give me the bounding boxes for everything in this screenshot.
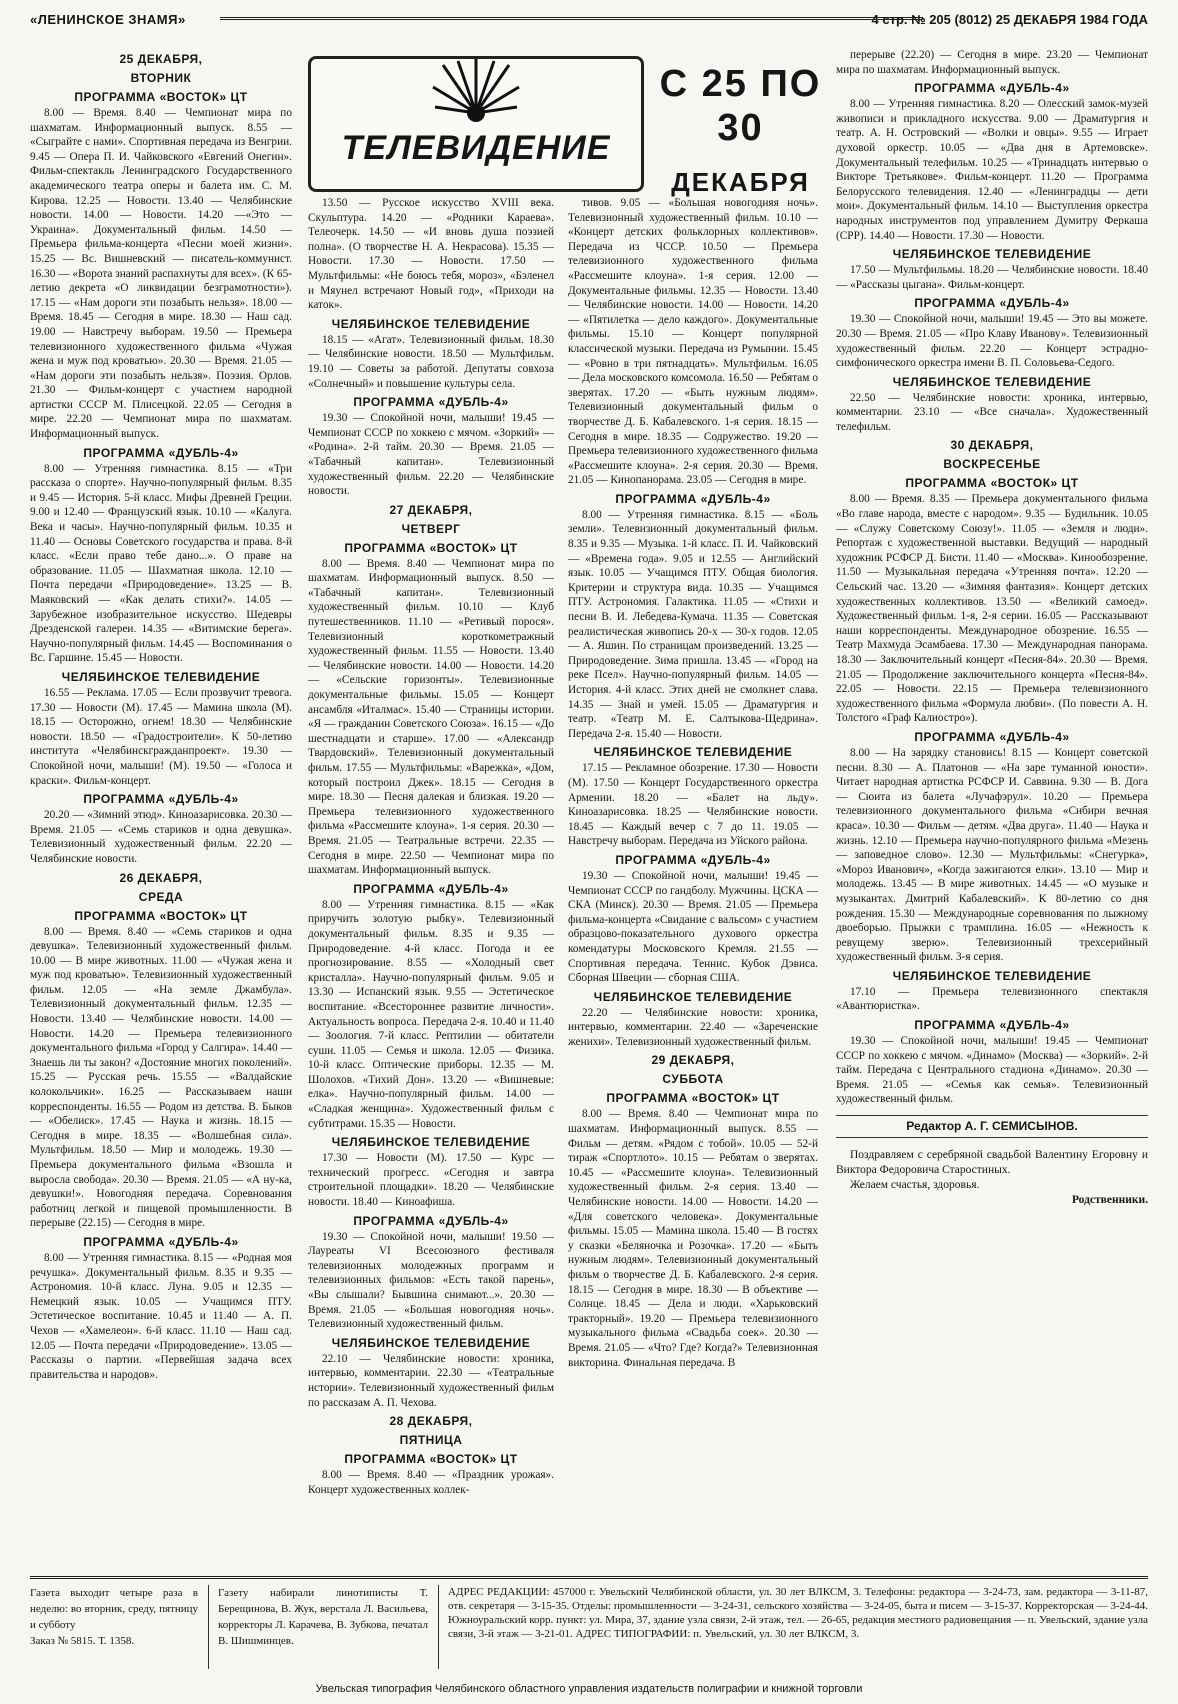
section-heading: ЧЕЛЯБИНСКОЕ ТЕЛЕВИДЕНИЕ xyxy=(593,745,793,760)
section-heading: ПРОГРАММА «ДУБЛЬ-4» xyxy=(615,491,771,506)
schedule-text: 22.50 — Челябинские новости: хроника, интервью, комментарии. 23.10 — «Все сначала». Художественный телефильм. xyxy=(836,391,1148,433)
footer-schedule-block xyxy=(30,1585,198,1649)
section-heading: ЧЕЛЯБИНСКОЕ ТЕЛЕВИДЕНИЕ xyxy=(892,247,1092,262)
section-heading: ВОСКРЕСЕНЬЕ xyxy=(943,457,1041,472)
section-heading: 27 ДЕКАБРЯ, xyxy=(389,502,473,517)
section-heading: ЧЕЛЯБИНСКОЕ ТЕЛЕВИДЕНИЕ xyxy=(593,989,793,1004)
schedule-text: 8.00 — Утренняя гимнастика. 8.15 — «Боль земли». Телевизионный документальный фильм. 8.35 и 9.35 — Музыка. 1-й класс. П. И. Чайковский — «Времена года». 9.05 и 12.55 — Английский язык. 10.05 — Учащимся ПТУ. Общая биология. Критерии и структура вида. 10.35 — Учащимся ПТУ. Астрономия. Галактика. 11.05 — «Стихи и песни В. И. Лебедева-Кумача. 11.35 — Советская реалистическая живопись 20-х — 30-х годов. 12.05 — А. Яшин. По страницам произведений. 13.25 — Природоведение. Зима пришла. 13.45 — «Город на реке Псел». Научно-популярный фильм. 14.05 — История. 4-й класс. Этих дней не смолкнет слава. 14.35 — Знай и умей. 15.05 — Драматургия и театр. «Театр М. Е. Салтыкова-Щедрина». Передача 2-я. 15.40 — Новости. xyxy=(568,508,818,740)
schedule-text: 22.20 — Челябинские новости: хроника, интервью, комментарии. 22.40 — «Зареченские женихи». Телевизионный художественный фильм. xyxy=(568,1006,818,1048)
section-heading: ВТОРНИК xyxy=(130,71,192,85)
section-heading: ПРОГРАММА «ВОСТОК» ЦТ xyxy=(905,476,1079,491)
section-heading: ЧЕЛЯБИНСКОЕ ТЕЛЕВИДЕНИЕ xyxy=(331,1335,531,1350)
section-heading: ЧЕЛЯБИНСКОЕ ТЕЛЕВИДЕНИЕ xyxy=(331,316,531,331)
date-range-bottom: ДЕКАБРЯ xyxy=(671,167,810,197)
schedule-text: 8.00 — Время. 8.40 — Чемпионат мира по шахматам. Информационный выпуск. 8.55 — «Сыграйте с нами». Спортивная передача из Венгрии. 9.45 — Опера П. И. Чайковского «Евгений Онегин». Фильм-спектакль Ленинградского Государственного академического театра оперы и балета им. С. М. Кирова. 12.25 — Новости. 13.40 — Челябинские новости. 14.00 — Новости. 14.20 —«Это — Украина». Документальный фильм. 14.50 — Премьера фильма-концерта «Песни моей жизни». 15.25 — Вс. Вишневский — писатель-коммунист. 16.30 — «Ворота знаний распахнуты для всех». (К 65-летию декрета «О ликвидации безграмотности»). 17.15 — «Нам дороги эти позабыть нельзя». 18.00 — Время. 18.45 — Сегодня в мире. 18.30 — Наш сад. 19.00 — Навстречу выборам. 19.50 — Премьера телевизионного художественного фильма «Чужая жена и муж под кроватью». 20.30 — Время. 21.05 — «Нам дороги эти позабыть нельзя». Поэзия. Орлов. 21.30 — Фильм-концерт с участием народной артистки СССР М. Плисецкой. 22.05 — Сегодня в мире. 22.20 — Чемпионат мира по шахматам. Информационный выпуск. xyxy=(30,107,292,441)
schedule-text: 8.00 — Время. 8.40 — Чемпионат мира по шахматам. Информационный выпуск. 8.50 — «Табачный капитан». Телевизионный художественный фильм. 10.10 — Клуб путешественников. 11.10 — «Ретивый порося». Телевизионный короткометражный художественный фильм. 11.55 — Новости. 13.40 — Челябинские новости. 14.00 — Новости. 14.20 — «Сельские горизонты». Телевизионные документальные фильмы. 15.05 — Концерт ансамбля «Италмас». 15.40 — Страницы истории. «Я — гражданин Советского Союза». 16.15 — «До шестнадцати и старше». 17.00 — «Александр Твардовский». Телевизионный документальный фильм. 17.55 — Мультфильмы: «Варежка», «Дом, который построил Джек». 18.15 — Сегодня в мире. 18.30 — Песня далекая и близкая. 19.20 — Премьера телевизионного художественного фильма «Рассмешите клоуна». 1-я серия. 20.30 — Время. 21.05 — Театральные встречи. 22.35 — Сегодня в мире. 22.50 — Чемпионат мира по шахматам. Информационный выпуск. xyxy=(308,557,554,877)
section-heading: ЧЕЛЯБИНСКОЕ ТЕЛЕВИДЕНИЕ xyxy=(892,374,1092,389)
header-rule xyxy=(220,17,923,22)
schedule-text: тивов. 9.05 — «Большая новогодняя ночь». Телевизионный художественный фильм. 10.10 — «Концерт детских фольклорных коллективов». Передача из ЧССР. 10.50 — Премьера телевизионного художественного фильма «Рассмешите клоуна». 1-я серия. 12.00 — Документальные фильмы. 12.35 — Новости. 13.40 — Челябинские новости. 14.00 — Новости. 14.20 — «Пятилетка — дело каждого». Документальные фильмы. 15.10 — Концерт популярной классической музыки. Передача из Румынии. 15.45 — «Ровно в три пятнадцать». Мультфильм. 16.05 — Дела московского комсомола. 16.50 — Ребятам о зверятах. 17.20 — «Быть нужным людям». Телевизионный документальный фильм о творчестве Д. Б. Кабалевского. 1-я серия. 18.15 — Сегодня в мире. 18.35 — Содружество. 19.20 — Премьера телевизионного художественного фильма «Рассмешите клоуна». 2-я серия. 20.30 — Время. 21.05 — Кинопанорама. 23.05 — Сегодня в мире. xyxy=(568,197,818,487)
schedule-text: 17.10 — Премьера телевизионного спектакля «Авантюристка». xyxy=(836,985,1148,1013)
schedule-text: 19.30 — Спокойной ночи, малыши! 19.45 — Это вы можете. 20.30 — Время. 21.05 — «Про Клаву Иванову». Телевизионный художественный фильм. 22.20 — Концерт эстрадно-симфонического оркестра имени В. П. Соловьева-Седого. xyxy=(836,313,1148,370)
schedule-text: 16.55 — Реклама. 17.05 — Если прозвучит тревога. 17.30 — Новости (М). 17.45 — Мамина школа (М). 18.15 — Осторожно, огнем! 18.30 — Челябинские новости. 18.50 — «Градостроители». К 50-летию института «Челябинскгражданпроект». 19.30 — Спокойной ночи, малыши! (М). 19.50 — «Голоса и краски». Фильм-концерт. xyxy=(30,686,292,787)
date-range-top: С 25 ПО 30 xyxy=(659,63,822,149)
schedule-text: 19.30 — Спокойной ночи, малыши! 19.45 — Чемпионат СССР по хоккею с мячом. «Динамо» (Москва) — «Зоркий». 2-й тайм. Передача с Центрального стадиона «Динамо». 20.30 — Время. 21.05 — «Семья как семья». Телевизионный художественный фильм. xyxy=(836,1035,1148,1106)
section-heading: ПРОГРАММА «ВОСТОК» ЦТ xyxy=(344,540,518,555)
column-1 xyxy=(30,48,292,1564)
congratulations-wish: Желаем счастья, здоровья. xyxy=(850,1178,980,1191)
newspaper-name: «ЛЕНИНСКОЕ ЗНАМЯ» xyxy=(30,12,186,27)
schedule-text: 8.00 — Время. 8.35 — Премьера документального фильма «Во главе народа, вместе с народом». 9.35 — Будильник. 10.05 — «Служу Советскому Союзу!». 11.05 — «Земля и люди». Репортаж с художественной выставки. Ведущий — народный художник РСФСР Д. Бисти. 11.40 — «Москва». Кинообозрение. 11.50 — Музыкальная передача «Утренняя почта». 12.20 — Сельский час. 13.20 — «Зимняя фантазия». Концерт детских художественных коллективов. 13.50 — «Великий самоед». Художественный фильм. 1-я, 2-я серии. 16.05 — Рассказывают наши корреспонденты. Международное обозрение. 16.55 — Театр Махмуда Эсамбаева. 17.30 — Международная панорама. 18.30 — Заключительный концерт «Песня-84». 20.30 — Время. 21.05 — Продолжение заключительного концерта «Песня-84». 22.05 — Новости. 22.15 — Премьера телевизионного художественного фильма «Формула любви». (По повести А. Н. Толстого «Граф Калиостро»). xyxy=(836,493,1148,725)
section-heading: ЧЕТВЕРГ xyxy=(401,521,461,536)
section-heading: 30 ДЕКАБРЯ, xyxy=(950,438,1034,453)
footer-divider xyxy=(208,1585,209,1669)
schedule-text: перерыве (22.20) — Сегодня в мире. 23.20 — Чемпионат мира по шахматам. Информационный выпуск. xyxy=(836,49,1148,76)
congratulations xyxy=(836,1148,1148,1208)
tower-sunburst-icon xyxy=(431,53,521,133)
section-heading: ПРОГРАММА «ДУБЛЬ-4» xyxy=(914,81,1070,96)
section-heading: ПРОГРАММА «ВОСТОК» ЦТ xyxy=(74,908,248,923)
section-heading: ПРОГРАММА «ДУБЛЬ-4» xyxy=(914,729,1070,744)
section-heading: СРЕДА xyxy=(138,889,184,904)
masthead-title: ТЕЛЕВИДЕНИЕ xyxy=(341,129,611,167)
footer-divider xyxy=(438,1585,439,1669)
section-heading: ПРОГРАММА «ВОСТОК» ЦТ xyxy=(344,1452,518,1467)
section-heading: 26 ДЕКАБРЯ, xyxy=(119,870,203,885)
schedule-text: 8.00 — Время. 8.40 — «Праздник урожая». Концерт художественных коллек- xyxy=(308,1469,554,1496)
schedule-text: 8.00 — Время. 8.40 — «Семь стариков и одна девушка». Телевизионный художественный фильм. 10.00 — В мире животных. 11.00 — «Чужая жена и муж под кроватью». Телевизионный художественный фильм. 12.05 — «На земле Джамбула». Телевизионный документальный фильм. 12.35 — Новости. 13.40 — Челябинские новости. 14.00 — Новости. 14.20 — Премьера телевизионного документального фильма «Город у Салгира». 14.40 — Знаешь ли ты закон? «Достояние многих поколений». 15.25 — Русская речь. 15.55 — «Валдайские колокольчики». 16.25 — Рассказываем наши корреспонденты. 16.55 — Родом из детства. В. Быков — «Обелиск». 17.45 — Наука и жизнь. 18.15 — Сегодня в мире. 18.35 — «Волшебная сила». Мультфильм. 18.50 — Мир и молодежь. 19.30 — Премьера документального фильма «Взошла и выросла свобода». 20.30 — Время. 21.05 — «А ну-ка, девушки!». Новогодняя передача. Соревнования работниц легкой и пищевой промышленности. В перерыве (22.15) — Сегодня в мире. xyxy=(30,925,292,1230)
section-heading: ПРОГРАММА «ДУБЛЬ-4» xyxy=(353,395,509,410)
schedule-text: 8.00 — Утренняя гимнастика. 8.15 — «Три рассказа о спорте». Научно-популярный фильм. 8.35 и 9.45 — История. 5-й класс. Мифы Древней Греции. 9.00 и 12.40 — Французский язык. 10.10 — «Калуга. Века и часы». Научно-популярный фильм. 10.35 и 11.40 — Основы Советского государства и права. 8-й класс. «Если право тебе дано...». О праве на образование. 11.05 — Шахматная школа. 12.10 — Почта передачи «Природоведение». 13.25 — В. Маяковский — «Как делать стихи?». 14.05 — Зарубежное изобразительное искусство. Шедевры Дрезденской галереи. 14.35 — «Витимские берега». Научно-популярный фильм. 14.45 — Воспоминания о Вс. Гаршине. 15.45 — Новости. xyxy=(30,462,292,665)
section-heading: ПРОГРАММА «ДУБЛЬ-4» xyxy=(353,881,509,896)
printer-line: Увельская типография Челябинского областного управления издательств полиграфии и книжной торговли xyxy=(315,1683,863,1695)
schedule-text: 17.15 — Рекламное обозрение. 17.30 — Новости (М). 17.50 — Концерт Государственного оркестра Армении. 18.20 — «Балет на льду». Киноазарисовка. 18.25 — Челябинские новости. 18.45 — Каждый вечер с 7 до 11. 19.05 — Навстречу выборам. Передача из Уйского района. xyxy=(568,762,818,848)
schedule-text: 17.30 — Новости (М). 17.50 — Курс — технический прогресс. «Сегодня и завтра строительной площадки». 18.20 — Челябинские новости. 18.40 — Киноафиша. xyxy=(308,1152,554,1209)
section-heading: ЧЕЛЯБИНСКОЕ ТЕЛЕВИДЕНИЕ xyxy=(61,669,261,684)
schedule-text: 8.00 — На зарядку становись! 8.15 — Концерт советской песни. 8.30 — А. Платонов — «На заре туманной юности». Читает народная артистка РСФСР И. Саввина. 9.30 — В. Дога — Сюита из балета «Лучафэрул». 10.20 — Премьера телевизионного документального фильма «Сибири вечная краса». 10.30 — Фильм — детям. «Два друга». 11.40 — Наука и жизнь. 12.10 — Премьера научно-популярного фильма «Мезень — заповедное слово». 12.30 — Мультфильмы: «Снегурка», «Мороз Иванович», «Когда зажигаются елки». 13.10 — Мир и молодежь. 13.45 — В мире животных. 14.45 — «О музыке и музыкантах. Дмитрий Кабалевский». К 80-летию со дня рождения. 15.30 — Международные соревнования по лыжному двоеборью. Прыжки с трамплина. 16.05 — «Нежность к ревущему зверю». Телевизионный трехсерийный художественный фильм. 3-я серия. xyxy=(836,746,1148,964)
section-heading: ПРОГРАММА «ДУБЛЬ-4» xyxy=(83,1234,239,1249)
column-2 xyxy=(308,196,554,1564)
schedule-text: 22.10 — Челябинские новости: хроника, интервью, комментарии. 22.30 — «Театральные истории». Телевизионный художественный фильм по рассказам А. П. Чехова. xyxy=(308,1352,554,1409)
editor-line: Редактор А. Г. СЕМИСЫНОВ. xyxy=(836,1115,1148,1138)
television-masthead xyxy=(308,56,644,192)
section-heading: ЧЕЛЯБИНСКОЕ ТЕЛЕВИДЕНИЕ xyxy=(331,1135,531,1150)
section-heading: 28 ДЕКАБРЯ, xyxy=(389,1414,473,1429)
schedule-text: 13.50 — Русское искусство XVIII века. Скульптура. 14.20 — «Родники Караева». Телеочерк. 14.50 — «И вновь душа поэзией полна». (О творчестве Н. А. Некрасова). 15.35 — Новости. 17.30 — Новости. 17.50 — Мультфильмы: «Не боюсь тебя, мороз», «Бэленел и Мяунел встречают Новый год», «Приходи на каток». xyxy=(308,197,554,312)
schedule-text: 8.00 — Утренняя гимнастика. 8.15 — «Родная моя речушка». Документальный фильм. 8.35 и 9.35 — Астрономия. 10-й класс. Луна. 9.05 и 12.35 — Немецкий язык. 10.05 — Учащимся ПТУ. Эстетическое воспитание. 10.45 и 11.40 — А. П. Чехов — «Хамелеон». 6-й класс. 11.10 — Наш сад. 12.05 — Почта передачи «Природоведение». 13.05 — Рассказы о партии. «Первейшая задача всех правительства и народов». xyxy=(30,1251,292,1381)
section-heading: ПРОГРАММА «ДУБЛЬ-4» xyxy=(83,792,239,807)
footer-typesetters: Газету набирали линотиписты Т. Берещинова, В. Жук, верстала Л. Васильева, корректоры Л. Карачева, В. Зубкова, печатал В. Шишминцев. xyxy=(218,1587,428,1647)
issue-info: 4 стр. № 205 (8012) 25 ДЕКАБРЯ 1984 ГОДА xyxy=(871,12,1148,27)
section-heading: ЧЕЛЯБИНСКОЕ ТЕЛЕВИДЕНИЕ xyxy=(892,968,1092,983)
congratulations-signature: Родственники. xyxy=(1071,1193,1148,1206)
section-heading: ПРОГРАММА «ДУБЛЬ-4» xyxy=(914,1018,1070,1033)
section-heading: ПРОГРАММА «ДУБЛЬ-4» xyxy=(914,296,1070,311)
section-heading: ПРОГРАММА «ДУБЛЬ-4» xyxy=(353,1213,509,1228)
section-heading: ПРОГРАММА «ВОСТОК» ЦТ xyxy=(74,90,248,104)
footer-address: АДРЕС РЕДАКЦИИ: 457000 г. Увельский Челябинской области, ул. 30 лет ВЛКСМ, 3. Телефоны: редактора — 3-24-73, зам. редактора — 3-11-87, отв. секретаря — 3-15-35. Отделы: промышленности — 3-24-31, сельского хозяйства — 3-24-05, быта и писем — 3-15-37. Корректорская — 3-24-44. Южноуральский корр. пункт: ул. Мира, 37, здание узла связи, 2-й этаж, тел. — 26-65, редакция местного радиовещания — п. Увельский, здание узла связи, 3-й этаж — 3-21-01. АДРЕС ТИПОГРАФИИ: п. Увельский, ул. 30 лет ВЛКСМ, 3. xyxy=(448,1586,1148,1640)
section-heading: ПЯТНИЦА xyxy=(399,1433,463,1448)
schedule-text: 19.30 — Спокойной ночи, малыши! 19.45 — Чемпионат СССР по гандболу. Мужчины. ЦСКА — СКА (Минск). 20.30 — Время. 21.05 — Премьера фильма-концерта «Свидание с вальсом» с участием образцово-показательного духового оркестра комендатуры Московского Кремля. 21.55 — Спортивная передача. Теннис. Кубок Дэвиса. Сборная Швеции — сборная США. xyxy=(568,869,818,985)
schedule-text: 18.15 — «Агат». Телевизионный фильм. 18.30 — Челябинские новости. 18.50 — Мультфильм. 19.10 — Советы за работой. Депутаты совхоза «Солнечный» и повышение культуры села. xyxy=(308,333,554,390)
schedule-text: 20.20 — «Зимний этюд». Киноазарисовка. 20.30 — Время. 21.05 — «Семь стариков и одна девушка». Телевизионный художественный фильм. 22.20 — Челябинские новости. xyxy=(30,809,292,865)
schedule-text: 19.30 — Спокойной ночи, малыши! 19.45 — Чемпионат СССР по хоккею с мячом. «Зоркий» — «Родина». 2-й тайм. 20.30 — Время. 21.05 — «Табачный капитан». Телевизионный художественный фильм. 22.20 — Челябинские новости. xyxy=(308,412,554,498)
section-heading: ПРОГРАММА «ДУБЛЬ-4» xyxy=(83,445,239,460)
section-heading: 29 ДЕКАБРЯ, xyxy=(651,1053,735,1068)
schedule-text: 8.00 — Время. 8.40 — Чемпионат мира по шахматам. Информационный выпуск. 8.55 — Фильм — детям. «Рядом с тобой». 10.05 — 52-й тираж «Спортлото». 10.15 — Ребятам о зверятах. 10.45 — «Рассмешите клоуна». Телевизионный художественный фильм. 2-я серия. 13.40 — Челябинские новости. 14.00 — Новости. 14.20 — «Для советского человека». Документальные фильмы. 15.05 — Мамина школа. 15.40 — В гостях у сказки «Беляночка и Розочка». 17.20 — «Быть нужным людям». Телевизионный документальный фильм о творчестве Д. Б. Кабалевского. 2-я серия. 18.15 — Сегодня в мире. 18.30 — В объективе — Солнце. 18.45 — Дела и люди. «Харьковский тракторный». 19.20 — Премьера телевизионного музыкального фильма «Свадьба соек». 20.30 — Время. 21.05 — «Что? Где? Когда?» Телевизионная викторина. Финальная передача. В xyxy=(568,1108,818,1369)
column-4 xyxy=(836,48,1148,1564)
date-range xyxy=(648,52,833,197)
section-heading: СУББОТА xyxy=(662,1072,724,1087)
section-heading: ПРОГРАММА «ВОСТОК» ЦТ xyxy=(606,1091,780,1106)
schedule-text: 17.50 — Мультфильмы. 18.20 — Челябинские новости. 18.40 — «Рассказы цыгана». Фильм-концерт. xyxy=(836,264,1148,291)
schedule-text: 8.00 — Утренняя гимнастика. 8.20 — Олесский замок-музей живописи и прикладного искусства. 9.00 — Драматургия и театр. А. Н. Островский — «Волки и овцы». 9.55 — Играет духовой оркестр. 10.05 — «Два дня в Артемовске». Документальный телефильм. 10.25 — «Тринадцать интервью о Викторе Третьякове». Фильм-концерт. 11.20 — Программа Белорусского телевидения. 12.40 — «Ленинградцы — дети мои». Документальный фильм. 14.10 — Выступления оркестра народных инструментов под управлением Думитру Феркаша (СРР). 14.40 — Новости. 17.30 — Новости. xyxy=(836,98,1148,242)
footer-order: Заказ № 5815. Т. 1358. xyxy=(30,1635,135,1647)
section-heading: ПРОГРАММА «ДУБЛЬ-4» xyxy=(615,852,771,867)
schedule-text: 19.30 — Спокойной ночи, малыши! 19.50 — Лауреаты VI Всесоюзного фестиваля телевизионных молодежных программ и телевизионных фильмов: «Есть такой парень», «Вы слышали? Бывшина снимают...». 20.30 — Время. 21.05 — «Большая новогодняя ночь». Телевизионный художественный фильм. xyxy=(308,1230,554,1331)
column-4-content xyxy=(836,48,1148,1107)
congratulations-text: Поздравляем с серебряной свадьбой Валентину Егоровну и Виктора Федоровича Старостиных. xyxy=(836,1148,1148,1176)
footer-schedule: Газета выходит четыре раза в неделю: во вторник, среду, пятницу и субботу xyxy=(30,1587,198,1631)
footer xyxy=(30,1576,1148,1675)
schedule-text: 8.00 — Утренняя гимнастика. 8.15 — «Как приручить золотую рыбку». Телевизионный документальный фильм. 8.35 и 9.35 — Природоведение. 4-й класс. Погода и ее прогнозирование. 8.55 — «Холодный свет кристалла». Научно-популярный фильм. 9.05 и 13.30 — Испанский язык. 9.55 — Эстетическое воспитание. «Всестороннее развитие личности». Актуальность вопроса. Передача 2-я. 10.40 и 11.40 — Зоология. 7-й класс. Рептилии — обитатели суши. 11.05 — Семья и школа. 12.05 — Физика. 10-й класс. Оптические приборы. 12.35 — М. Шолохов. «Тихий Дон». 13.20 — «Вишневые: елка». Научно-популярный фильм. 14.00 — «Сладкая женщина». Художественный фильм с субтитрами. 15.35 — Новости. xyxy=(308,898,554,1130)
column-3 xyxy=(568,196,818,1564)
section-heading: 25 ДЕКАБРЯ, xyxy=(119,52,203,66)
